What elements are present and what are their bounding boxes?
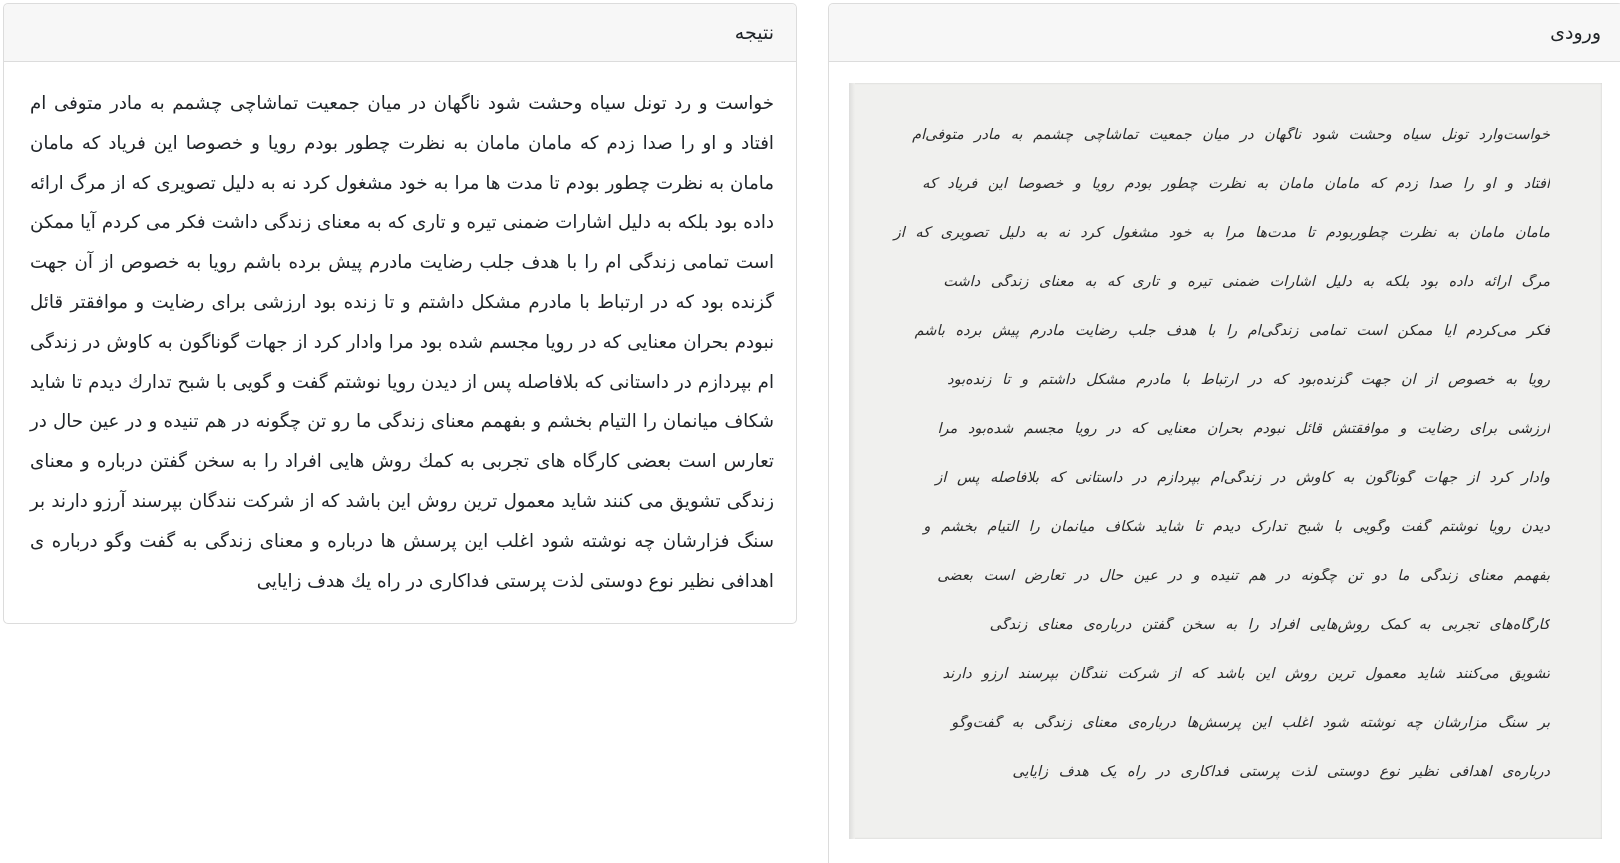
handwritten-line: بر سنگ مزارشان چه نوشته شود اغلب این پرسش‌ها درباره‌ی معنای زندگی به گفت‌وگو (951, 715, 1550, 731)
handwritten-line: تشویق می‌کنند شاید معمول ترین روش این باشد که از شرکت نندگان بپرسند آرزو دارند (942, 666, 1550, 682)
scan-page-edge (849, 83, 855, 839)
handwritten-line: مامان مامان به نظرت چطوربودم تا مدت‌ها مرا به خود مشغول کرد نه به دلیل تصویری که از (893, 225, 1550, 241)
handwritten-line: افتاد و او را صدا زدم که مامان مامان به نظرت چطور بودم رویا و خصوصا این فریاد که (922, 176, 1550, 192)
input-panel-title: ورودی (829, 4, 1620, 62)
handwritten-line: درباره‌ی اهدافی نظیر نوع دوستی لذت پرستی فداکاری در راه یک هدف زایایی (1012, 764, 1550, 780)
handwritten-line: دیدن رویا نوشتم گفت وگویی با شبح تدارک دیدم تا شاید شکاف میانمان را التیام بخشم و (923, 519, 1550, 535)
result-panel (3, 3, 797, 624)
handwritten-line: خواست‌وارد تونل سیاه وحشت شود ناگهان در میان جمعیت تماشاچی چشمم به مادر متوفی‌ام (912, 127, 1550, 143)
handwritten-line: ارزشی برای رضایت و موافقتش قائل نبودم بحران معنایی که در رویا مجسم شده‌بود مرا (937, 421, 1550, 437)
handwritten-line: فکر می‌کردم آیا ممکن است تمامی زندگی‌ام را با هدف جلب رضایت مادرم پیش برده باشم (914, 323, 1550, 339)
handwritten-line: وادار کرد از جهات گوناگون به کاوش در زندگی‌ام بپردازم در داستانی که بلافاصله پس از (935, 470, 1550, 486)
input-panel (828, 3, 1620, 863)
result-text[interactable]: خواست و رد تونل سیاه وحشت شود ناگهان در میان جمعیت تماشاچی چشمم به مادر متوفی ام افتاد و او را صدا زدم که مامان مامان به نظرت چطور بودم رویا و خصوصا این فریاد که مامان مامان به نظرت چطور بودم تا مدت ها مرا به خود مشغول کرد نه به دلیل تصویری که از مرگ ارائه داده بود بلکه به دلیل اشارات ضمنی تیره و تاری که به معنای زندگی داشت فکر می کردم آیا ممکن است تمامی زندگی ام را با هدف جلب رضایت مادرم پیش برده باشم رویا به خصوص از آن جهت گزنده بود که در ارتباط با مادرم مشکل داشتم و تا زنده بود ارزشی برای رضایت و موافقتر قائل نبودم بحران معنایی که در رویا مجسم شده بود مرا وادار کرد از جهات گوناگون به کاوش در زندگی ام بپردازم در داستانی که بلافاصله پس از دیدن رویا نوشتم گفت و گویی با شبح تدارك دیدم تا شاید شكاف میانمان را التیام بخشم و بفهمم معنای زندگی ما رو تن چگونه در هم تنیده و در عین حال در تعارس است بعضی كارگاه های تجربی به كمك روش هایی افراد را به سخن گفتن درباره و معنای زندگی تشویق می كنند شاید معمول ترین روش این باشد كه از شركت نندگان بپرسند آرزو دارند بر سنگ فزارشان چه نوشته شود اغلب این پرسش ها درباره و معنای زندگی به گفت وگو درباره ی اهدافی نظیر نوع دوستی لذت پرستی فداكاری در راه یك هدف زایایی (30, 93, 774, 592)
handwritten-line: رویا به خصوص از آن جهت گزنده‌بود که در ارتباط با مادرم مشکل داشتم و تا زنده‌بود (947, 372, 1550, 388)
result-body (4, 62, 796, 623)
handwritten-page-image (849, 83, 1602, 839)
handwritten-line: بفهمم معنای زندگی ما دو تن چگونه در هم تنیده و در عین حال در تعارض است بعضی (937, 568, 1550, 584)
result-panel-title: نتیجه (4, 4, 796, 62)
handwritten-line: کارگاه‌های تجربی به کمک روش‌هایی افراد را به سخن گفتن درباره‌ی معنای زندگی (989, 617, 1550, 633)
handwritten-line: مرگ ارائه داده بود بلکه به دلیل اشارات ضمنی تیره و تاری که به معنای زندگی داشت (943, 274, 1550, 290)
